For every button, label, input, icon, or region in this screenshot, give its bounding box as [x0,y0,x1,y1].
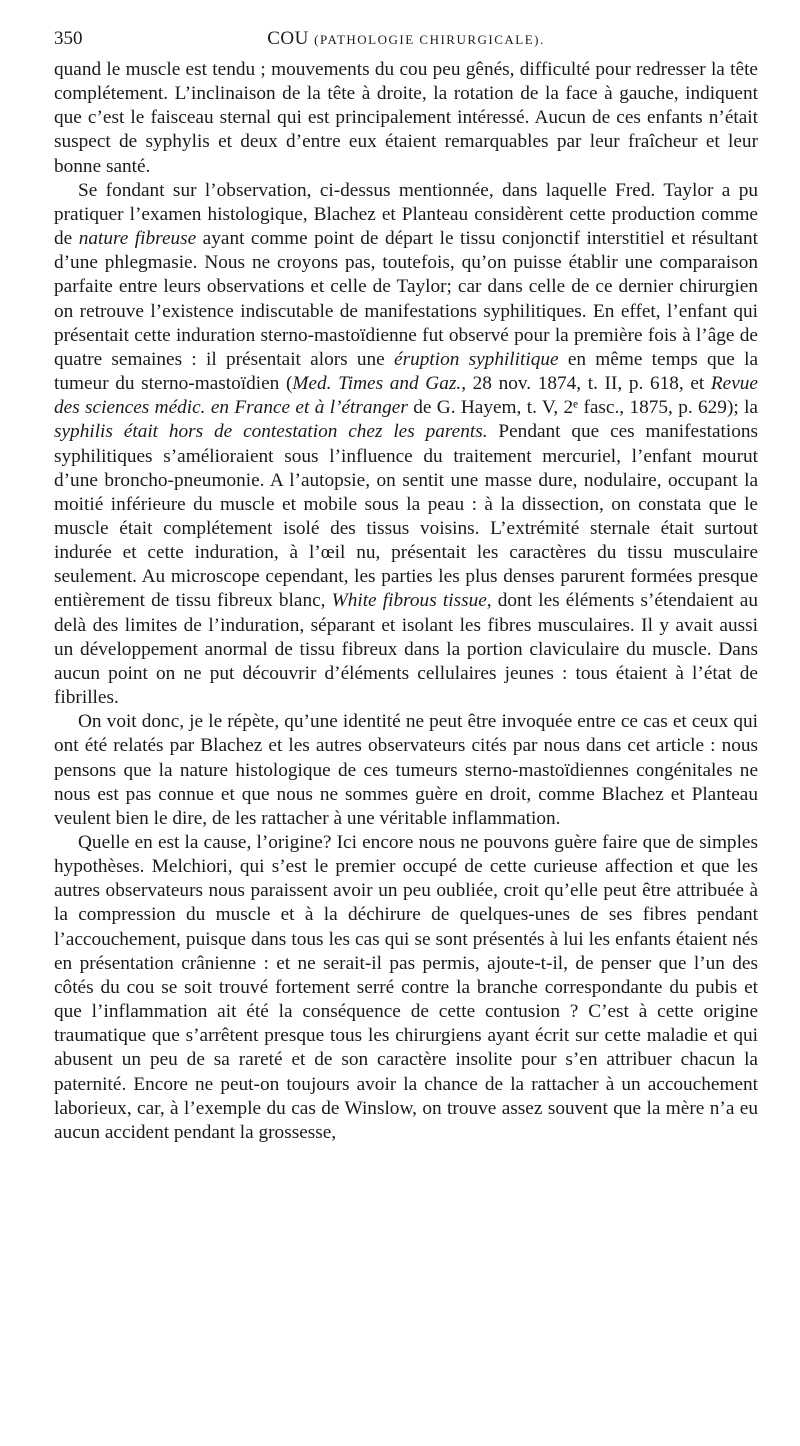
text-run: quand le muscle est tendu ; mouvements du cou peu gênés, difficulté pour redresser la tête complétement. L’inclinaison de la tête à droite, la rotation de la face à gauche, indiquent que c’est le faisceau sternal qui est principalement intéressé. Aucun de ces enfants n’était suspect de syphylis et deux d’entre eux étaient remarquables par leur fraîcheur et leur bonne santé. [54,59,758,177]
text-run: Quelle en est la cause, l’origine? Ici encore nous ne pouvons guère faire que de simples hypothèses. Melchiori, qui s’est le premier occupé de cette curieuse affection et que les autres observateurs nous paraissent avoir un peu oubliée, croit qu’elle peut être attribuée à la compression du muscle et à la déchirure de quelques-unes de ses fibres pendant l’accouchement, puisque dans tous les cas qui se sont présentés à lui les enfants étaient nés en présentation crânienne : et ne serait-il pas permis, ajoute-t-il, de penser que l’un des côtés du cou se soit trouvé fortement serré contre la branche correspondante du pubis et que l’inflammation ait été la conséquence de cette contusion ? C’est à cette origine traumatique que s’arrêtent presque tous les chirurgiens ayant écrit sur cette maladie et qui abusent un peu de sa rareté et de son caractère insolite pour s’en attribuer chacun la paternité. Encore ne peut-on toujours avoir la chance de la rattacher à un accouchement laborieux, car, à l’exemple du cas de Winslow, on trouve assez souvent que la mère n’a eu aucun accident pendant la grossesse, [54,832,758,1143]
running-header [54,28,758,58]
running-title [54,28,758,50]
text-run: , dont les éléments s’étendaient au delà des limites de l’induration, séparant et isolant les fibres musculaires. Il y avait aussi un développement anormal de tissu fibreux dans la portion claviculaire du muscle. Dans aucun point on ne put découvrir d’éléments cellulaires jeunes : tous étaient à l’état de fibrilles. [54,590,759,709]
italic-text: White fibrous tissue [331,590,487,612]
text-run: de G. Hayem, t. V, 2ᵉ fasc., 1875, p. 629); la [407,397,758,419]
text-run: Pendant que ces manifestations syphilitiques s’amélioraient sous l’influence du traitement mercuriel, l’enfant mourut d’une broncho-pneumonie. A l’autopsie, on sentit une masse dure, nodulaire, occupant la moitié inférieure du muscle et mobile sous la peau : à la dissection, on constata que le muscle était complétement isolé des tissus voisins. L’extrémité sternale était surtout indurée et cette induration, à l’œil nu, présentait les caractères du tissu musculaire seulement. Au microscope cependant, les parties les plus denses parurent formées presque entièrement de tissu fibreux blanc, [54,421,758,612]
text-run: On voit donc, je le répète, qu’une identité ne peut être invoquée entre ce cas et ceux qui ont été relatés par Blachez et les autres observateurs cités par nous dans cet article : nous pensons que la nature histologique de ces tumeurs sterno-mastoïdiennes congénitales ne nous est pas connue et que nous ne sommes guère en droit, comme Blachez et Planteau veulent bien le dire, de les rattacher à une véritable inflammation. [54,711,758,829]
italic-text: éruption syphilitique [394,348,559,370]
paragraph [54,831,758,1145]
text-run: ayant comme point de départ le tissu conjonctif interstitiel et résultant d’une phlegmasie. Nous ne croyons pas, toutefois, qu’on puisse établir une comparaison parfaite entre leurs observations et celle de Taylor; car dans celle de ce dernier chirurgien on retrouve l’existence indiscutable de manifestations syphilitiques. En effet, l’enfant qui présentait cette induration sterno-mastoïdienne fut observé pour la première fois à l’âge de quatre semaines : il présentait alors une [54,228,758,370]
paragraph [54,179,758,710]
italic-text: Revue des sciences médic. en France et à l’étranger [54,373,758,419]
running-title-main: COU [267,28,309,49]
text-run: , 28 nov. 1874, t. II, p. 618, et [461,373,711,395]
paragraph [54,58,758,179]
text-run: Se fondant sur l’observation, ci-dessus mentionnée, dans laquelle Fred. Taylor a pu pratiquer l’examen histologique, Blachez et Planteau considèrent cette production comme de [54,179,758,250]
body-text [54,58,758,1145]
italic-text: syphilis était hors de contestation chez les parents. [54,421,488,443]
italic-text: Med. Times and Gaz. [292,373,462,395]
italic-text: nature fibreuse [78,228,197,250]
text-run: en même temps que la tumeur du sterno-mastoïdien ( [54,348,759,395]
paragraph [54,710,758,831]
running-title-subtitle: (PATHOLOGIE CHIRURGICALE). [314,32,545,47]
page-number: 350 [54,28,83,49]
